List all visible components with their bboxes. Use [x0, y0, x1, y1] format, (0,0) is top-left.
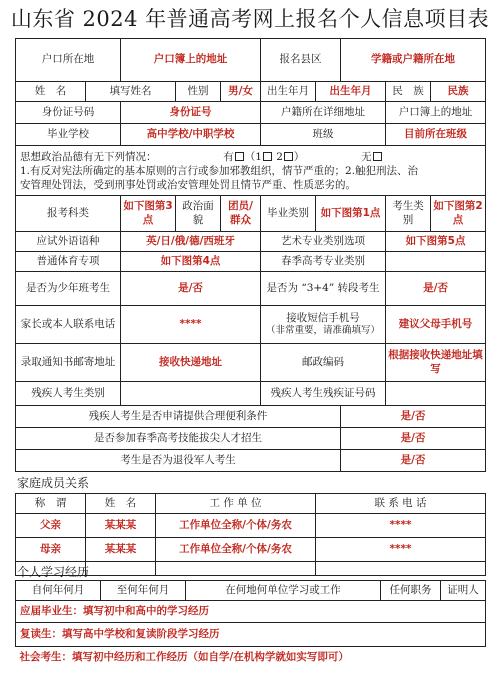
- value-mailing-address: 接收快递地址: [121, 344, 261, 382]
- label-name: 姓 名: [16, 82, 86, 102]
- study-row: [16, 601, 486, 623]
- label-reasonable-accommodation: 残疾人考生是否申请提供合理便利条件: [16, 406, 341, 428]
- label-postal-code: 邮政编码: [261, 344, 386, 382]
- family-phone: ****: [316, 538, 486, 562]
- value-spring-exam-category: [386, 252, 486, 272]
- study-header-to: 至何年何月: [101, 581, 186, 601]
- label-foreign-language: 应试外语语种: [16, 232, 121, 252]
- label-id-number: 身份证号码: [16, 102, 121, 124]
- study-row-label: 复读生：: [20, 627, 62, 640]
- study-header-position: 任何职务: [381, 581, 441, 601]
- value-birth-date: 出生年月: [316, 82, 386, 102]
- political-have-label: 有: [223, 150, 234, 163]
- study-row: [16, 623, 486, 647]
- label-sms-phone: [261, 306, 386, 344]
- label-sms-phone-main: 接收短信手机号: [286, 312, 360, 324]
- label-contact-phone: 家长或本人联系电话: [16, 306, 121, 344]
- label-art-category: 艺术专业类别选项: [261, 232, 386, 252]
- label-hukou-location: 户口所在地: [16, 39, 121, 82]
- label-graduate-school: 毕业学校: [16, 124, 121, 146]
- family-header-phone: 联 系 电 话: [316, 494, 486, 514]
- political-item-line1: 1.有反对宪法所确定的基本原则的言行或参加邪教组织，情节严重的；2.触犯刑法、治: [20, 164, 419, 177]
- family-name: 某某某: [86, 514, 156, 538]
- main-info-table: [15, 38, 486, 472]
- family-work: 工作单位全称/个体/务农: [156, 514, 316, 538]
- study-row-label: 应届毕业生：: [20, 604, 83, 617]
- value-foreign-language: 英/日/俄/德/西班牙: [121, 232, 261, 252]
- family-row: [16, 514, 486, 538]
- label-sms-phone-note: （非常重要，请准确填写）: [266, 325, 381, 337]
- label-registration-county: 报名县区: [261, 39, 341, 82]
- checkbox-none[interactable]: [373, 152, 382, 161]
- label-junior-class: 是否为少年班考生: [16, 272, 121, 306]
- political-opt1-label: 1: [255, 150, 262, 163]
- checkbox-item1[interactable]: [263, 152, 272, 161]
- label-gender: 性别: [176, 82, 221, 102]
- value-junior-class: 是/否: [121, 272, 261, 306]
- study-row-text: 填写初中经历和工作经历（如自学/在机构学就如实写即可）: [72, 651, 349, 664]
- label-graduation-type: 毕业类别: [261, 196, 316, 232]
- family-relation: 母亲: [16, 538, 86, 562]
- value-disability-category: [121, 382, 261, 406]
- study-header-place: 在何地何单位学习或工作: [186, 581, 381, 601]
- value-veteran: 是/否: [341, 450, 486, 472]
- value-id-number: 身份证号: [121, 102, 261, 124]
- value-sms-phone: 建议父母手机号: [386, 306, 486, 344]
- study-header-from: 自何年何月: [16, 581, 101, 601]
- value-reasonable-accommodation: 是/否: [341, 406, 486, 428]
- study-row: [16, 647, 486, 669]
- value-spring-talent: 是/否: [341, 428, 486, 450]
- value-hukou-location: 户口簿上的地址: [121, 39, 261, 82]
- value-ethnicity: 民族: [431, 82, 486, 102]
- value-graduate-school: 高中学校/中职学校: [121, 124, 261, 146]
- value-3plus4-transfer: 是/否: [386, 272, 486, 306]
- value-political-status: 团员/群众: [221, 196, 261, 232]
- value-sports-specialty: 如下图第4点: [121, 252, 261, 272]
- label-disability-certificate: 残疾人考生残疾证号码: [261, 382, 386, 406]
- value-contact-phone: ****: [121, 306, 261, 344]
- family-row: [16, 538, 486, 562]
- label-birth-date: 出生年月: [261, 82, 316, 102]
- political-question: 思想政治品德有无下列情况：: [20, 150, 157, 163]
- family-name: 某某某: [86, 538, 156, 562]
- checkbox-item2[interactable]: [284, 152, 293, 161]
- label-spring-exam-category: 春季高考专业类别: [261, 252, 386, 272]
- label-veteran: 考生是否为退役军人考生: [16, 450, 341, 472]
- label-spring-talent: 是否参加春季高考技能拔尖人才招生: [16, 428, 341, 450]
- value-disability-certificate: [386, 382, 486, 406]
- label-sports-specialty: 普通体育专项: [16, 252, 121, 272]
- label-ethnicity: 民 族: [386, 82, 431, 102]
- value-graduation-type: 如下图第1点: [316, 196, 386, 232]
- political-item-line2: 安管理处罚法，受到刑事处罚或治安管理处罚且情节严重、性质恶劣的。: [20, 178, 356, 191]
- study-header-witness: 证明人: [441, 581, 486, 601]
- value-registration-county: 学籍或户籍所在地: [341, 39, 486, 82]
- political-none-label: 无: [361, 150, 372, 163]
- label-household-address: 户籍所在详细地址: [261, 102, 386, 124]
- value-gender: 男/女: [221, 82, 261, 102]
- label-candidate-type: 考生类别: [386, 196, 431, 232]
- study-row-text: 填写高中学校和复读阶段学习经历: [62, 627, 220, 640]
- label-exam-category: 报考科类: [16, 196, 121, 232]
- label-3plus4-transfer: 是否为 “3+4” 转段考生: [261, 272, 386, 306]
- value-art-category: 如下图第5点: [386, 232, 486, 252]
- study-section-heading: 个人学习经历: [17, 565, 90, 579]
- family-header-name: 姓 名: [86, 494, 156, 514]
- page-title: 山东省 2024 年普通高考网上报名个人信息项目表: [10, 7, 490, 31]
- political-opt2-label: 2: [276, 150, 283, 163]
- value-class: 目前所在班级: [386, 124, 486, 146]
- family-header-work: 工 作 单 位: [156, 494, 316, 514]
- value-postal-code: 根据接收快递地址填写: [386, 344, 486, 382]
- family-header-relation: 称 谓: [16, 494, 86, 514]
- label-mailing-address: 录取通知书邮寄地址: [16, 344, 121, 382]
- study-table: [15, 580, 486, 669]
- family-relation: 父亲: [16, 514, 86, 538]
- family-phone: ****: [316, 514, 486, 538]
- value-name: 填写姓名: [86, 82, 176, 102]
- value-exam-category: 如下图第3点: [121, 196, 176, 232]
- study-row-text: 填写初中和高中的学习经历: [83, 604, 209, 617]
- political-conduct-cell: 思想政治品德有无下列情况： 有 （1 2 ） 无 1.有反对宪法所确定的基本原则的言行或参加邪教组织，情节严重的；2.触犯刑法、治 安管理处罚法，受到刑事处罚或治安管理处罚且情节严重、性质恶劣的。: [16, 146, 486, 196]
- value-household-address: 户口簿上的地址: [386, 102, 486, 124]
- label-political-status: 政治面貌: [176, 196, 221, 232]
- family-section-heading: 家庭成员关系: [17, 476, 90, 490]
- value-candidate-type: 如下图第2点: [431, 196, 486, 232]
- label-class: 班级: [261, 124, 386, 146]
- label-disability-category: 残疾人考生类别: [16, 382, 121, 406]
- checkbox-have[interactable]: [235, 152, 244, 161]
- family-work: 工作单位全称/个体/务农: [156, 538, 316, 562]
- study-row-label: 社会考生：: [19, 651, 72, 664]
